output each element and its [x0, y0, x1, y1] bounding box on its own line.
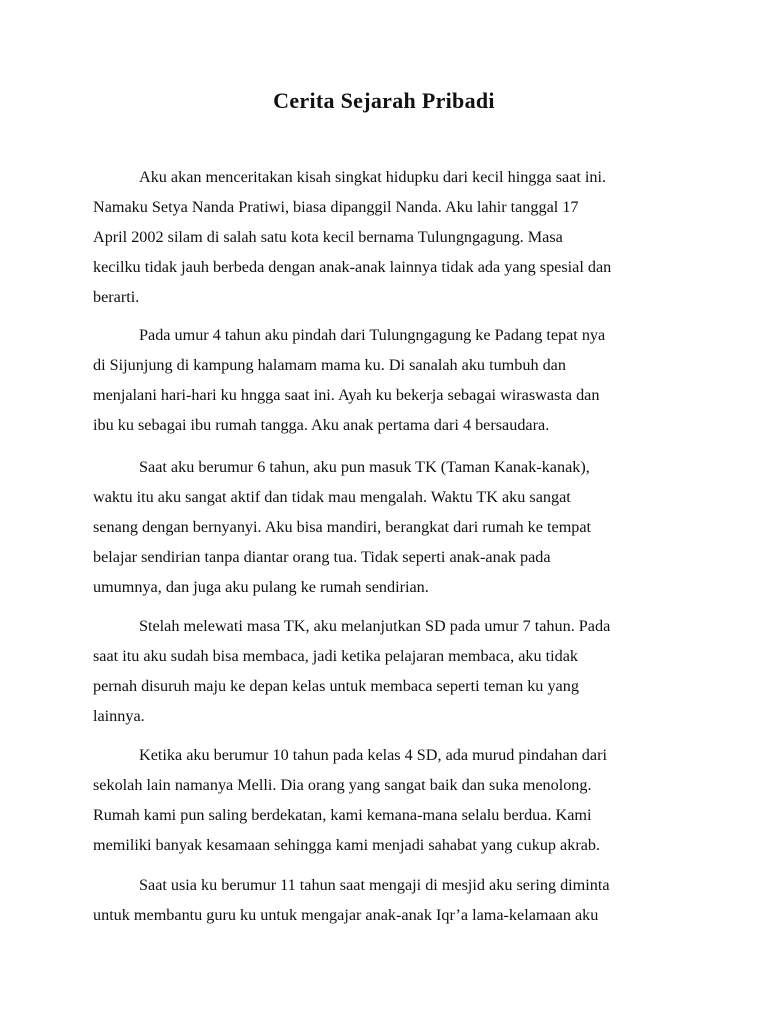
paragraph-line: kecilku tidak jauh berbeda dengan anak-anak lainnya tidak ada yang spesial dan [93, 258, 612, 276]
paragraph-line: lainnya. [93, 707, 145, 725]
paragraph-line: waktu itu aku sangat aktif dan tidak mau mengalah. Waktu TK aku sangat [93, 488, 571, 506]
paragraph-line: pernah disuruh maju ke depan kelas untuk membaca seperti teman ku yang [93, 677, 579, 695]
paragraph-6 [93, 870, 693, 930]
paragraph-1 [93, 162, 693, 312]
paragraph-line: Namaku Setya Nanda Pratiwi, biasa dipanggil Nanda. Aku lahir tanggal 17 [93, 198, 579, 216]
paragraph-line: berarti. [93, 288, 140, 306]
paragraph-line: umumnya, dan juga aku pulang ke rumah sendirian. [93, 578, 429, 596]
paragraph-line: Rumah kami pun saling berdekatan, kami kemana-mana selalu berdua. Kami [93, 806, 592, 824]
paragraph-5 [93, 740, 693, 860]
paragraph-line: belajar sendirian tanpa diantar orang tua. Tidak seperti anak-anak pada [93, 548, 551, 566]
page-title: Cerita Sejarah Pribadi [273, 88, 495, 113]
paragraph-line: Stelah melewati masa TK, aku melanjutkan SD pada umur 7 tahun. Pada [139, 617, 611, 635]
paragraph-line: Aku akan menceritakan kisah singkat hidupku dari kecil hingga saat ini. [139, 168, 607, 186]
paragraph-line: Saat usia ku berumur 11 tahun saat mengaji di mesjid aku sering diminta [139, 876, 610, 894]
paragraph-line: memiliki banyak kesamaan sehingga kami menjadi sahabat yang cukup akrab. [93, 836, 601, 854]
paragraph-line: ibu ku sebagai ibu rumah tangga. Aku anak pertama dari 4 bersaudara. [93, 416, 550, 434]
paragraph-line: menjalani hari-hari ku hngga saat ini. Ayah ku bekerja sebagai wiraswasta dan [93, 386, 600, 404]
paragraph-line: senang dengan bernyanyi. Aku bisa mandiri, berangkat dari rumah ke tempat [93, 518, 592, 536]
paragraph-line: April 2002 silam di salah satu kota kecil bernama Tulungngagung. Masa [93, 228, 563, 246]
paragraph-line: saat itu aku sudah bisa membaca, jadi ketika pelajaran membaca, aku tidak [93, 647, 578, 665]
paragraph-4 [93, 611, 693, 731]
paragraph-3 [93, 452, 693, 602]
paragraph-line: untuk membantu guru ku untuk mengajar anak-anak Iqr’a lama-kelamaan aku [93, 906, 599, 924]
paragraph-line: sekolah lain namanya Melli. Dia orang yang sangat baik dan suka menolong. [93, 776, 592, 794]
paragraph-2 [93, 320, 693, 440]
paragraph-line: Saat aku berumur 6 tahun, aku pun masuk TK (Taman Kanak-kanak), [139, 458, 590, 476]
paragraph-line: di Sijunjung di kampung halamam mama ku. Di sanalah aku tumbuh dan [93, 356, 566, 374]
paragraph-line: Ketika aku berumur 10 tahun pada kelas 4 SD, ada murud pindahan dari [139, 746, 607, 764]
paragraph-line: Pada umur 4 tahun aku pindah dari Tulungngagung ke Padang tepat nya [139, 326, 606, 344]
